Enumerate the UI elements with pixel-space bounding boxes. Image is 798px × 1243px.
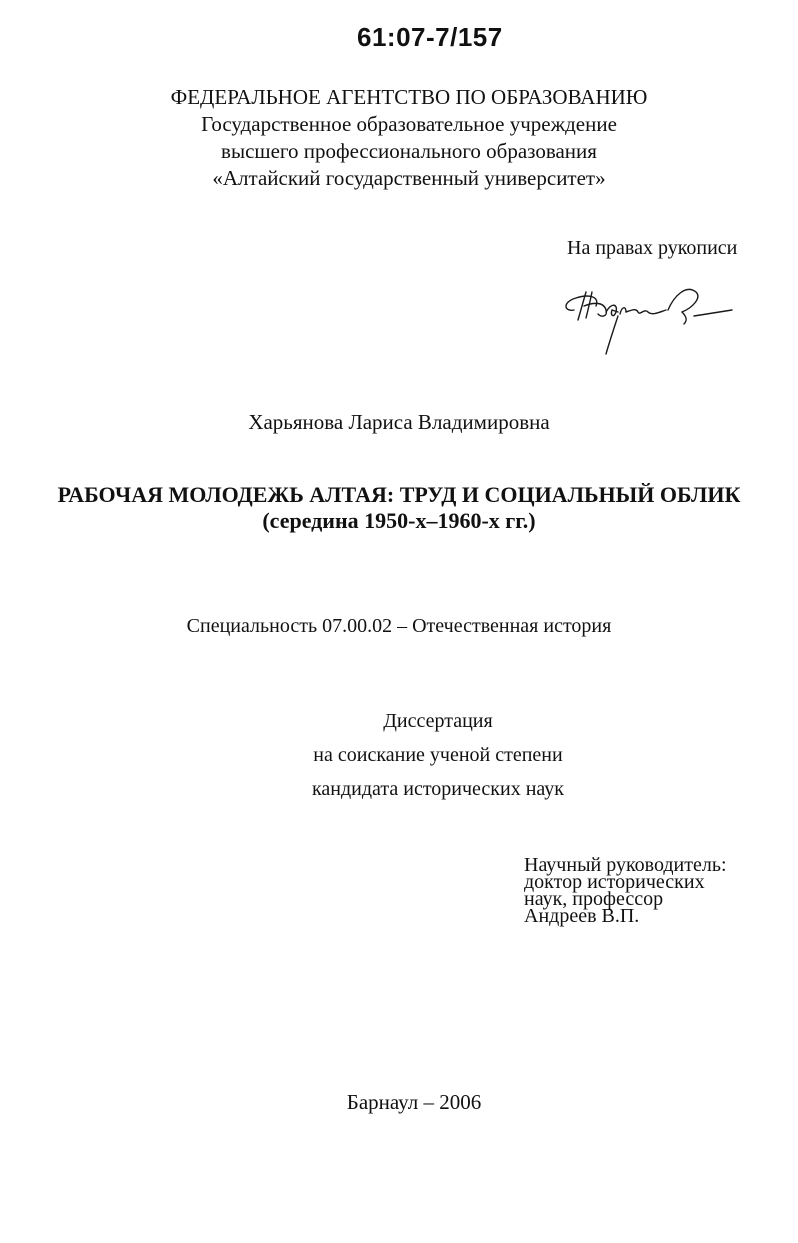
supervisor-title: наук, профессор xyxy=(524,888,664,910)
dissertation-label: Диссертация xyxy=(383,710,493,732)
dissertation-title xyxy=(0,482,798,534)
institution-level: высшего профессионального образования xyxy=(221,139,597,163)
agency-name: ФЕДЕРАЛЬНОЕ АГЕНТСТВО ПО ОБРАЗОВАНИЮ xyxy=(170,85,648,109)
supervisor-name: Андреев В.П. xyxy=(524,905,640,927)
university-name: «Алтайский государственный университет» xyxy=(212,166,606,190)
title-main: РАБОЧАЯ МОЛОДЕЖЬ АЛТАЯ: ТРУД И СОЦИАЛЬНЫЙ ОБЛИК xyxy=(57,482,741,507)
institution-header xyxy=(0,84,798,192)
manuscript-rights-note: На правах рукописи xyxy=(567,237,738,259)
title-period: (середина 1950-х–1960-х гг.) xyxy=(262,508,536,533)
handwritten-signature xyxy=(556,272,746,362)
document-code: 61:07-7/157 xyxy=(357,22,503,52)
degree-name: кандидата исторических наук xyxy=(311,778,565,800)
author-name: Харьянова Лариса Владимировна xyxy=(248,410,550,434)
degree-purpose: на соискание ученой степени xyxy=(313,744,563,766)
supervisor-degree: доктор исторических xyxy=(524,871,705,893)
scientific-supervisor xyxy=(524,854,727,927)
dissertation-statement xyxy=(0,704,798,806)
specialty-line: Специальность 07.00.02 – Отечественная история xyxy=(186,615,612,637)
city-year: Барнаул – 2006 xyxy=(346,1090,482,1114)
institution-type: Государственное образовательное учреждение xyxy=(201,112,617,136)
supervisor-label: Научный руководитель: xyxy=(524,854,727,876)
